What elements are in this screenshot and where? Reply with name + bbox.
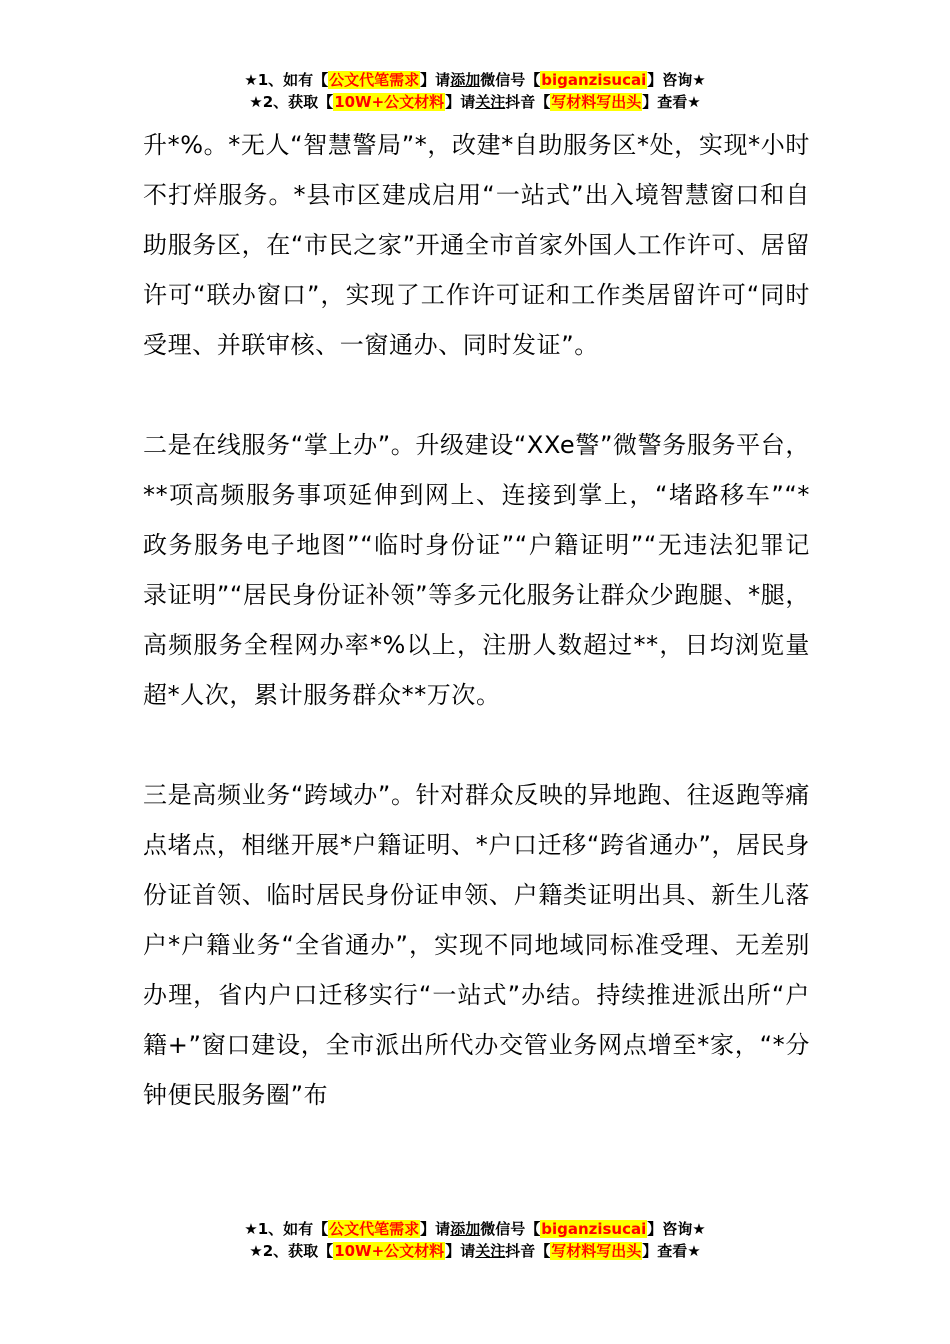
- promo-highlight-service: 公文代笔需求: [329, 1220, 420, 1238]
- promo-line-1: ★1、如有【公文代笔需求】请添加微信号【biganzisucai】咨询★: [244, 1220, 706, 1238]
- promo-line-1: ★1、如有【公文代笔需求】请添加微信号【biganzisucai】咨询★: [244, 71, 706, 89]
- paragraph-online-service: 二是在线服务“掌上办”。升级建设“XXe警”微警务服务平台，**项高频服务事项延伸到网上、连接到掌上，“堵路移车”“*政务服务电子地图”“临时身份证”“户籍证明”“无违法犯罪记录证明”“居民身份证补领”等多元化服务让群众少跑腿、*腿，高频服务全程网办率*%以上，注册人数超过**，日均浏览量超*人次，累计服务群众**万次。: [143, 431, 810, 709]
- top-promo-banner: [0, 69, 950, 113]
- bottom-promo-banner: [0, 1218, 950, 1262]
- promo-highlight-wechat-id: biganzisucai: [541, 1220, 647, 1238]
- paragraph-continuation: 升*%。*无人“智慧警局”*，改建*自助服务区*处，实现*小时不打烊服务。*县市区建成启用“一站式”出入境智慧窗口和自助服务区，在“市民之家”开通全市首家外国人工作许可、居留许可“联办窗口”，实现了工作许可证和工作类居留许可“同时受理、并联审核、一窗通办、同时发证”。: [143, 131, 810, 359]
- promo-highlight-materials: 10W+公文材料: [334, 1242, 445, 1260]
- promo-line-2: ★2、获取【10W+公文材料】请关注抖音【写材料写出头】查看★: [249, 93, 701, 111]
- paragraph-cross-region: 三是高频业务“跨域办”。针对群众反映的异地跑、往返跑等痛点堵点，相继开展*户籍证明、*户口迁移“跨省通办”，居民身份证首领、临时居民身份证申领、户籍类证明出具、新生儿落户*户籍业务“全省通办”，实现不同地域同标准受理、无差别办理，省内户口迁移实行“一站式”办结。持续推进派出所“户籍+”窗口建设，全市派出所代办交管业务网点增至*家，“*分钟便民服务圈”布: [143, 781, 810, 1109]
- promo-highlight-wechat-id: biganzisucai: [541, 71, 647, 89]
- promo-highlight-douyin: 写材料写出头: [551, 1242, 642, 1260]
- promo-highlight-service: 公文代笔需求: [329, 71, 420, 89]
- promo-highlight-douyin: 写材料写出头: [551, 93, 642, 111]
- promo-line-2: ★2、获取【10W+公文材料】请关注抖音【写材料写出头】查看★: [249, 1242, 701, 1260]
- document-body: [143, 120, 810, 1120]
- promo-highlight-materials: 10W+公文材料: [334, 93, 445, 111]
